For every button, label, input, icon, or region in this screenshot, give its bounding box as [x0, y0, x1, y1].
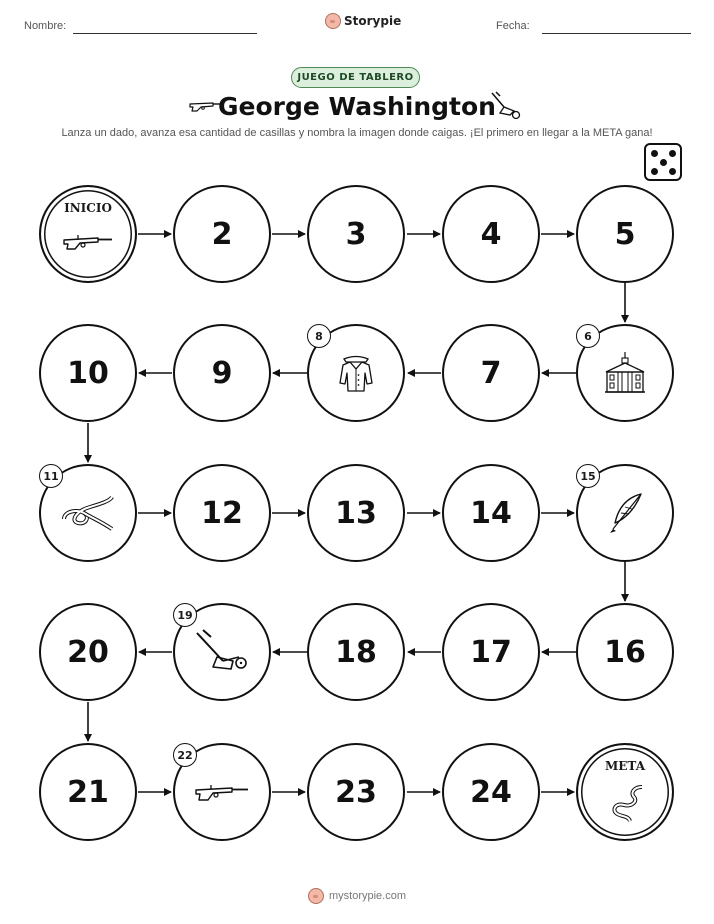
page-title: George Washington: [218, 92, 496, 121]
footer-site[interactable]: mystorypie.com: [328, 890, 407, 902]
measuring-tape-icon: [604, 783, 648, 823]
finish-label: META: [604, 759, 645, 773]
square-5: [576, 185, 674, 283]
mansion-icon: [602, 350, 648, 396]
musket-icon: [62, 232, 114, 252]
square-8: [307, 324, 405, 422]
square-number: 18: [335, 634, 377, 670]
square-number: 23: [335, 774, 377, 810]
square-number: 4: [480, 216, 502, 252]
square-number-tag: 6: [576, 324, 600, 348]
square-23: [307, 743, 405, 841]
square-9: [173, 324, 271, 422]
square-number: 13: [335, 495, 377, 531]
musket-icon: [194, 781, 250, 803]
square-number: 17: [470, 634, 512, 670]
name-label: Nombre:: [24, 20, 67, 32]
square-4: [442, 185, 540, 283]
square-10: [39, 324, 137, 422]
brand-name: Storypie: [344, 14, 402, 28]
plow-icon: [193, 627, 251, 677]
square-number: 9: [211, 355, 233, 391]
square-14: [442, 464, 540, 562]
square-number-tag: 22: [173, 743, 197, 767]
square-number: 3: [345, 216, 367, 252]
square-number: 20: [67, 634, 109, 670]
square-6: [576, 324, 674, 422]
square-21: [39, 743, 137, 841]
square-7: [442, 324, 540, 422]
quill-pen-icon: [605, 491, 645, 535]
square-number: 21: [67, 774, 109, 810]
square-22: [173, 743, 271, 841]
square-15: [576, 464, 674, 562]
game-type-badge: JUEGO DE TABLERO: [291, 67, 420, 88]
square-13: [307, 464, 405, 562]
square-24: [442, 743, 540, 841]
square-11: [39, 464, 137, 562]
square-16: [576, 603, 674, 701]
square-finish: [576, 743, 674, 841]
square-number: 2: [211, 216, 233, 252]
square-18: [307, 603, 405, 701]
square-3: [307, 185, 405, 283]
instructions: Lanza un dado, avanza esa cantidad de casillas y nombra la imagen donde caigas. ¡El primero en llegar a la META gana!: [61, 127, 653, 139]
square-number: 14: [470, 495, 512, 531]
square-number: 5: [614, 216, 636, 252]
square-number: 24: [470, 774, 512, 810]
square-19: [173, 603, 271, 701]
footer: [0, 888, 714, 904]
square-20: [39, 603, 137, 701]
date-label: Fecha:: [496, 20, 530, 32]
square-number-tag: 15: [576, 464, 600, 488]
colonial-coat-icon: [336, 353, 376, 393]
square-number: 16: [604, 634, 646, 670]
square-17: [442, 603, 540, 701]
square-2: [173, 185, 271, 283]
square-start: [39, 185, 137, 283]
square-12: [173, 464, 271, 562]
start-label: INICIO: [64, 201, 112, 215]
square-number-tag: 19: [173, 603, 197, 627]
square-number: 7: [480, 355, 502, 391]
square-number-tag: 8: [307, 324, 331, 348]
square-number: 10: [67, 355, 109, 391]
square-number-tag: 11: [39, 464, 63, 488]
measuring-tape-icon: [60, 493, 116, 533]
square-number: 12: [201, 495, 243, 531]
pig-mascot-icon: [308, 888, 324, 904]
